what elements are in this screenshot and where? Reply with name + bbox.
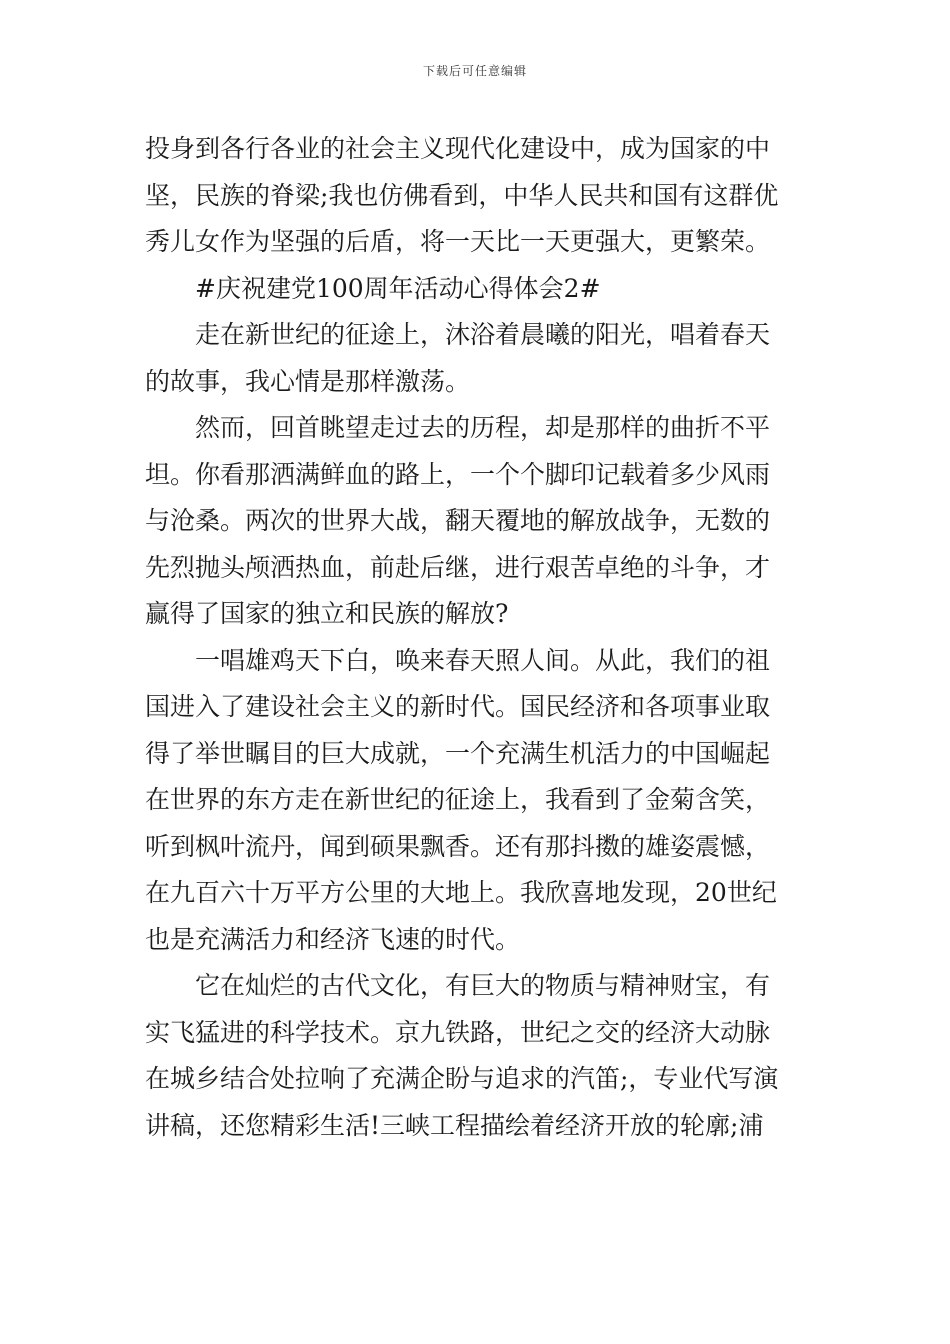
text-line: 然而，回首眺望走过去的历程，却是那样的曲折不平 (195, 413, 771, 442)
text-line: #庆祝建党100周年活动心得体会2# (195, 273, 601, 303)
text-line: 也是充满活力和经济飞速的时代。 (145, 924, 521, 954)
text-line: 投身到各行各业的社会主义现代化建设中，成为国家的中 (145, 134, 771, 163)
text-line: 得了举世瞩目的巨大成就，一个充满生机活力的中国崛起 (145, 738, 771, 768)
text-line: 讲稿，还您精彩生活!三峡工程描绘着经济开放的轮廓;浦 (145, 1110, 764, 1140)
text-line: 的故事，我心情是那样激荡。 (145, 366, 471, 396)
text-line: 它在灿烂的古代文化，有巨大的物质与精神财宝，有 (195, 971, 771, 1000)
text-line: 坚，民族的脊梁;我也仿佛看到，中华人民共和国有这群优 (145, 180, 779, 210)
text-line: 先烈抛头颅洒热血，前赴后继，进行艰苦卓绝的斗争，才 (145, 552, 771, 582)
text-line: 赢得了国家的独立和民族的解放? (145, 599, 509, 628)
text-line: 听到枫叶流丹，闻到硕果飘香。还有那抖擞的雄姿震憾， (145, 831, 771, 861)
text-line: 坦。你看那洒满鲜血的路上，一个个脚印记载着多少风雨 (145, 459, 771, 489)
text-line: 一唱雄鸡天下白，唤来春天照人间。从此，我们的祖 (195, 645, 771, 675)
text-line: 实飞猛进的科学技术。京九铁路，世纪之交的经济大动脉 (145, 1017, 771, 1047)
text-line: 在世界的东方走在新世纪的征途上，我看到了金菊含笑， (145, 785, 771, 814)
text-line: 走在新世纪的征途上，沐浴着晨曦的阳光，唱着春天 (195, 320, 771, 349)
text-line: 在九百六十万平方公里的大地上。我欣喜地发现，20世纪 (145, 878, 777, 907)
page-header: 下载后可任意编辑 (422, 64, 527, 78)
text-line: 国进入了建设社会主义的新时代。国民经济和各项事业取 (145, 692, 771, 721)
text-line: 在城乡结合处拉响了充满企盼与追求的汽笛;，专业代写演 (145, 1064, 779, 1093)
text-line: 秀儿女作为坚强的后盾，将一天比一天更强大，更繁荣。 (145, 227, 771, 256)
text-line: 与沧桑。两次的世界大战，翻天覆地的解放战争，无数的 (145, 506, 771, 535)
document-body (145, 126, 810, 1149)
